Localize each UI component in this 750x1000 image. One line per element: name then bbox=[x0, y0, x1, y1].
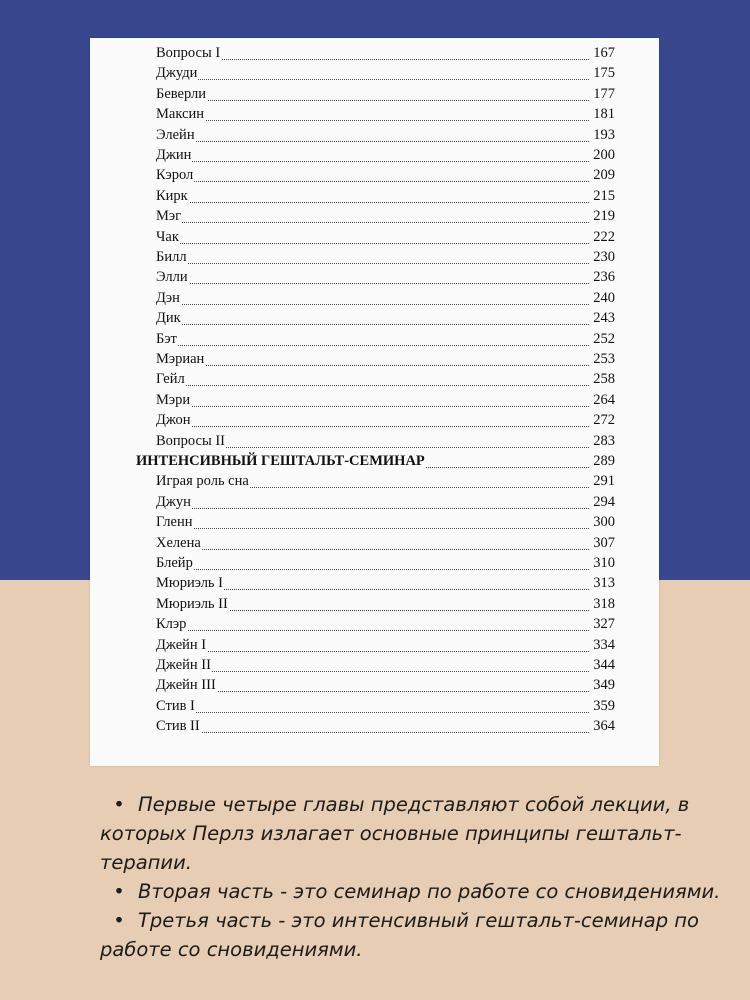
toc-leader-dots bbox=[156, 202, 589, 203]
toc-leader-dots bbox=[156, 243, 589, 244]
toc-page-number: 289 bbox=[593, 453, 615, 469]
toc-leader-dots bbox=[156, 161, 589, 162]
toc-entry-row bbox=[90, 228, 659, 248]
toc-page-number: 272 bbox=[593, 412, 615, 429]
toc-entry-title: Вопросы II bbox=[156, 432, 226, 449]
toc-leader-dots bbox=[156, 691, 589, 692]
toc-entry-row bbox=[90, 636, 659, 656]
toc-entry-title: Играя роль сна bbox=[156, 473, 249, 490]
toc-entry-row bbox=[90, 472, 659, 492]
toc-entry-title: Гейл bbox=[156, 371, 185, 388]
toc-entry-row bbox=[90, 64, 659, 84]
toc-page-number: 252 bbox=[593, 330, 615, 347]
toc-page-number: 318 bbox=[593, 595, 615, 612]
toc-entry-title: Кэрол bbox=[156, 167, 194, 184]
toc-entry-title: Бэт bbox=[156, 330, 177, 347]
toc-entry-row bbox=[90, 146, 659, 166]
toc-leader-dots bbox=[156, 406, 589, 407]
toc-page-number: 177 bbox=[593, 85, 615, 102]
toc-entry-row bbox=[90, 105, 659, 125]
toc-entry-row bbox=[90, 432, 659, 452]
note-item bbox=[100, 790, 740, 877]
toc-entry-row bbox=[90, 391, 659, 411]
toc-entry-row bbox=[90, 289, 659, 309]
toc-entry-title: Джейн I bbox=[156, 636, 207, 653]
toc-leader-dots bbox=[156, 222, 589, 223]
toc-page-number: 307 bbox=[593, 534, 615, 551]
toc-page-number: 200 bbox=[593, 147, 615, 163]
toc-entry-title: Чак bbox=[156, 228, 179, 245]
toc-page-number: 344 bbox=[593, 657, 615, 673]
toc-entry-title: Билл bbox=[156, 249, 187, 265]
toc-leader-dots bbox=[156, 385, 589, 386]
toc-entry-row bbox=[90, 370, 659, 390]
toc-entry-title: Дэн bbox=[156, 289, 180, 306]
toc-entry-row bbox=[90, 309, 659, 329]
toc-leader-dots bbox=[156, 324, 589, 325]
toc-entry-row bbox=[90, 554, 659, 574]
toc-page-number: 283 bbox=[593, 432, 615, 449]
toc-page-number: 313 bbox=[593, 575, 615, 592]
toc-entry-title: Гленн bbox=[156, 514, 193, 531]
toc-leader-dots bbox=[156, 345, 589, 346]
toc-entry-row bbox=[90, 493, 659, 513]
toc-entry-title: Мэриан bbox=[156, 351, 205, 367]
toc-page-number: 327 bbox=[593, 616, 615, 633]
toc-page-number: 258 bbox=[593, 371, 615, 388]
toc-page-number: 291 bbox=[593, 473, 615, 490]
toc-leader-dots bbox=[156, 630, 589, 631]
toc-entry-row bbox=[90, 330, 659, 350]
toc-page-number: 167 bbox=[593, 45, 615, 61]
toc-entry-row bbox=[90, 574, 659, 594]
toc-entry-row bbox=[90, 676, 659, 696]
toc-page-number: 243 bbox=[593, 310, 615, 327]
toc-page-number: 219 bbox=[593, 208, 615, 225]
toc-entry-title: Максин bbox=[156, 106, 204, 123]
toc-entry-title: Кирк bbox=[156, 187, 188, 204]
toc-entry-row bbox=[90, 615, 659, 635]
toc-leader-dots bbox=[156, 141, 589, 142]
toc-page-number: 175 bbox=[593, 65, 615, 82]
toc-page-number: 236 bbox=[593, 269, 615, 286]
toc-leader-dots bbox=[156, 365, 589, 366]
toc-leader-dots bbox=[156, 508, 589, 509]
note-text: Третья часть - это интенсивный гештальт-семинар по работе со сновидениями. bbox=[100, 909, 699, 961]
toc-entry-title: ИНТЕНСИВНЫЙ ГЕШТАЛЬТ-СЕМИНАР bbox=[136, 453, 425, 469]
note-text: Первые четыре главы представляют собой лекции, в которых Перлз излагает основные принципы гештальт-терапии. bbox=[100, 793, 690, 874]
toc-entry-row bbox=[90, 268, 659, 288]
toc-entry-title: Мюриэль I bbox=[156, 575, 223, 592]
toc-page-number: 310 bbox=[593, 555, 615, 571]
toc-entry-row bbox=[90, 85, 659, 105]
toc-entry-title: Джун bbox=[156, 493, 191, 510]
toc-entry-title: Мюриэль II bbox=[156, 595, 228, 612]
toc-leader-dots bbox=[156, 263, 589, 264]
toc-entry-row bbox=[90, 166, 659, 186]
book-page-contents bbox=[90, 38, 659, 766]
toc-entry-title: Элли bbox=[156, 269, 188, 286]
toc-page-number: 364 bbox=[593, 718, 615, 735]
toc-entry-title: Джин bbox=[156, 147, 192, 163]
toc-leader-dots bbox=[156, 120, 589, 121]
bullet-icon: • bbox=[113, 880, 125, 903]
toc-page-number: 230 bbox=[593, 249, 615, 265]
bullet-icon: • bbox=[113, 793, 125, 816]
toc-leader-dots bbox=[156, 549, 589, 550]
toc-entry-row bbox=[90, 534, 659, 554]
toc-entry-title: Джейн III bbox=[156, 677, 216, 694]
toc-page-number: 264 bbox=[593, 391, 615, 408]
toc-page-number: 349 bbox=[593, 677, 615, 694]
toc-page-number: 334 bbox=[593, 636, 615, 653]
toc-entry-title: Мэри bbox=[156, 391, 191, 408]
toc-entry-title: Хелена bbox=[156, 534, 201, 551]
toc-leader-dots bbox=[156, 671, 589, 672]
toc-leader-dots bbox=[156, 79, 589, 80]
toc-entry-row bbox=[90, 717, 659, 737]
toc-leader-dots bbox=[156, 712, 589, 713]
toc-section-row bbox=[90, 452, 659, 472]
toc-leader-dots bbox=[156, 304, 589, 305]
toc-entry-title: Стив I bbox=[156, 697, 195, 714]
toc-entry-row bbox=[90, 44, 659, 64]
toc-entry-row bbox=[90, 411, 659, 431]
toc-page-number: 215 bbox=[593, 187, 615, 204]
toc-entry-row bbox=[90, 350, 659, 370]
toc-entry-row bbox=[90, 126, 659, 146]
toc-entry-title: Джейн II bbox=[156, 657, 211, 673]
toc-page-number: 240 bbox=[593, 289, 615, 306]
toc-leader-dots bbox=[156, 181, 589, 182]
toc-entry-title: Беверли bbox=[156, 85, 207, 102]
toc-entry-title: Джуди bbox=[156, 65, 198, 82]
toc-page-number: 294 bbox=[593, 493, 615, 510]
toc-entry-row bbox=[90, 513, 659, 533]
toc-entry-row bbox=[90, 207, 659, 227]
toc-page-number: 181 bbox=[593, 106, 615, 123]
toc-entry-title: Клэр bbox=[156, 616, 187, 633]
toc-page-number: 193 bbox=[593, 126, 615, 143]
note-text: Вторая часть - это семинар по работе со сновидениями. bbox=[138, 880, 721, 903]
toc-leader-dots bbox=[156, 528, 589, 529]
toc-entry-row bbox=[90, 595, 659, 615]
bullet-icon: • bbox=[113, 909, 125, 932]
description-notes bbox=[100, 790, 740, 964]
note-item bbox=[100, 877, 740, 906]
toc-entry-title: Стив II bbox=[156, 718, 200, 735]
toc-entry-title: Дик bbox=[156, 310, 181, 327]
toc-entry-row bbox=[90, 697, 659, 717]
toc-leader-dots bbox=[156, 651, 589, 652]
toc-entry-title: Джон bbox=[156, 412, 191, 429]
toc-page-number: 222 bbox=[593, 228, 615, 245]
toc-page-number: 300 bbox=[593, 514, 615, 531]
toc-entry-row bbox=[90, 248, 659, 268]
toc-leader-dots bbox=[156, 732, 589, 733]
toc-entry-title: Мэг bbox=[156, 208, 182, 225]
toc-leader-dots bbox=[156, 426, 589, 427]
toc-leader-dots bbox=[156, 283, 589, 284]
toc-entry-title: Элейн bbox=[156, 126, 195, 143]
note-item bbox=[100, 906, 740, 964]
toc-entry-row bbox=[90, 656, 659, 676]
toc-leader-dots bbox=[156, 569, 589, 570]
toc-entry-row bbox=[90, 187, 659, 207]
toc-entry-title: Вопросы I bbox=[156, 45, 221, 61]
toc-leader-dots bbox=[156, 100, 589, 101]
toc-page-number: 209 bbox=[593, 167, 615, 184]
toc-page-number: 359 bbox=[593, 697, 615, 714]
toc-page-number: 253 bbox=[593, 351, 615, 367]
toc-entry-title: Блейр bbox=[156, 555, 193, 571]
